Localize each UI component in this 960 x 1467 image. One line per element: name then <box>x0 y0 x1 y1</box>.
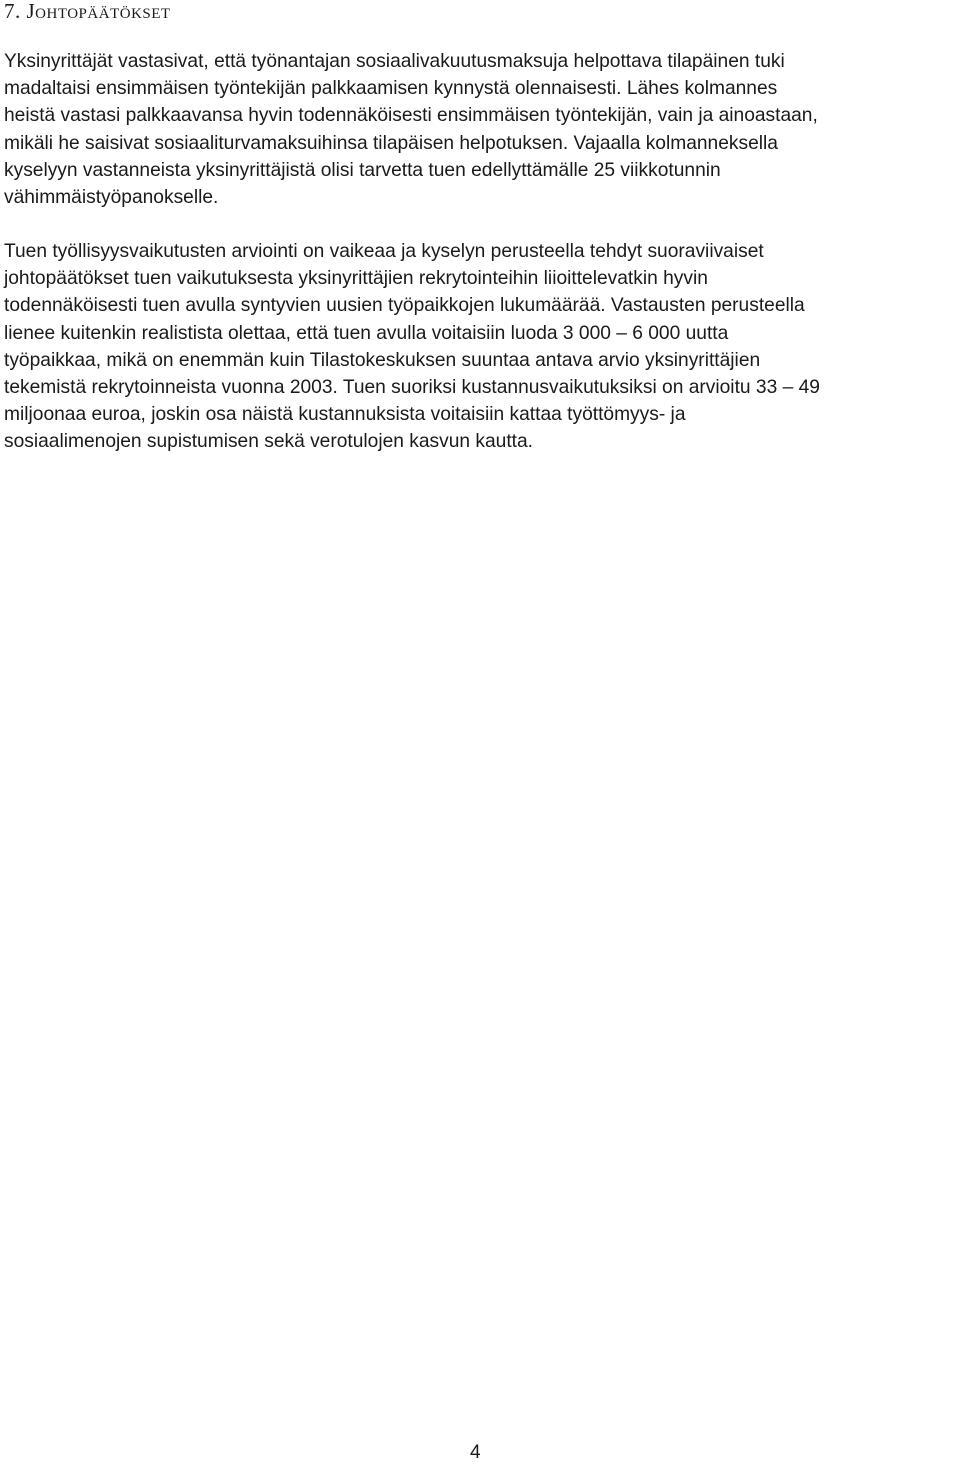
paragraph-line: johtopäätökset tuen vaikutuksesta yksinyrittäjien rekrytointeihin liioittelevatkin hyvin <box>4 268 708 290</box>
paragraph-line: madaltaisi ensimmäisen työntekijän palkkaamisen kynnystä olennaisesti. Lähes kolmannes <box>4 78 778 100</box>
paragraph-line: heistä vastasi palkkaavansa hyvin todennäköisesti ensimmäisen työntekijän, vain ja ainoastaan, <box>4 105 818 127</box>
section-heading: 7. Johtopäätökset <box>4 0 171 23</box>
paragraph-line: Tuen työllisyysvaikutusten arviointi on vaikeaa ja kyselyn perusteella tehdyt suoraviivaiset <box>4 241 764 262</box>
paragraph-line: kyselyyn vastanneista yksinyrittäjistä olisi tarvetta tuen edellyttämälle 25 viikkotunnin <box>4 159 721 181</box>
paragraph-line: todennäköisesti tuen avulla syntyvien uusien työpaikkojen lukumäärää. Vastausten perusteella <box>4 295 805 317</box>
paragraph-line: miljoonaa euroa, joskin osa näistä kustannuksista voitaisiin kattaa työttömyys- ja <box>4 404 686 426</box>
paragraph-line: tekemistä rekrytoinneista vuonna 2003. Tuen suoriksi kustannusvaikutuksiksi on arvioitu 33 – 49 <box>4 377 820 399</box>
paragraph-2 <box>4 238 820 456</box>
paragraph-line: vähimmäistyöpanokselle. <box>4 187 219 209</box>
paragraph-line: työpaikkaa, mikä on enemmän kuin Tilastokeskuksen suuntaa antava arvio yksinyrittäjien <box>4 349 761 371</box>
paragraph-1 <box>4 48 818 211</box>
paragraph-line: mikäli he saisivat sosiaaliturvamaksuihinsa tilapäisen helpotuksen. Vajaalla kolmanneksella <box>4 132 778 154</box>
paragraph-line: lienee kuitenkin realistista olettaa, että tuen avulla voitaisiin luoda 3 000 – 6 000 uutta <box>4 322 729 344</box>
paragraph-line: sosiaalimenojen supistumisen sekä verotulojen kasvun kautta. <box>4 431 534 453</box>
paragraph-line: Yksinyrittäjät vastasivat, että työnantajan sosiaalivakuutusmaksuja helpottava tilapäinen tuki <box>4 51 785 72</box>
page-number: 4 <box>470 1442 481 1463</box>
